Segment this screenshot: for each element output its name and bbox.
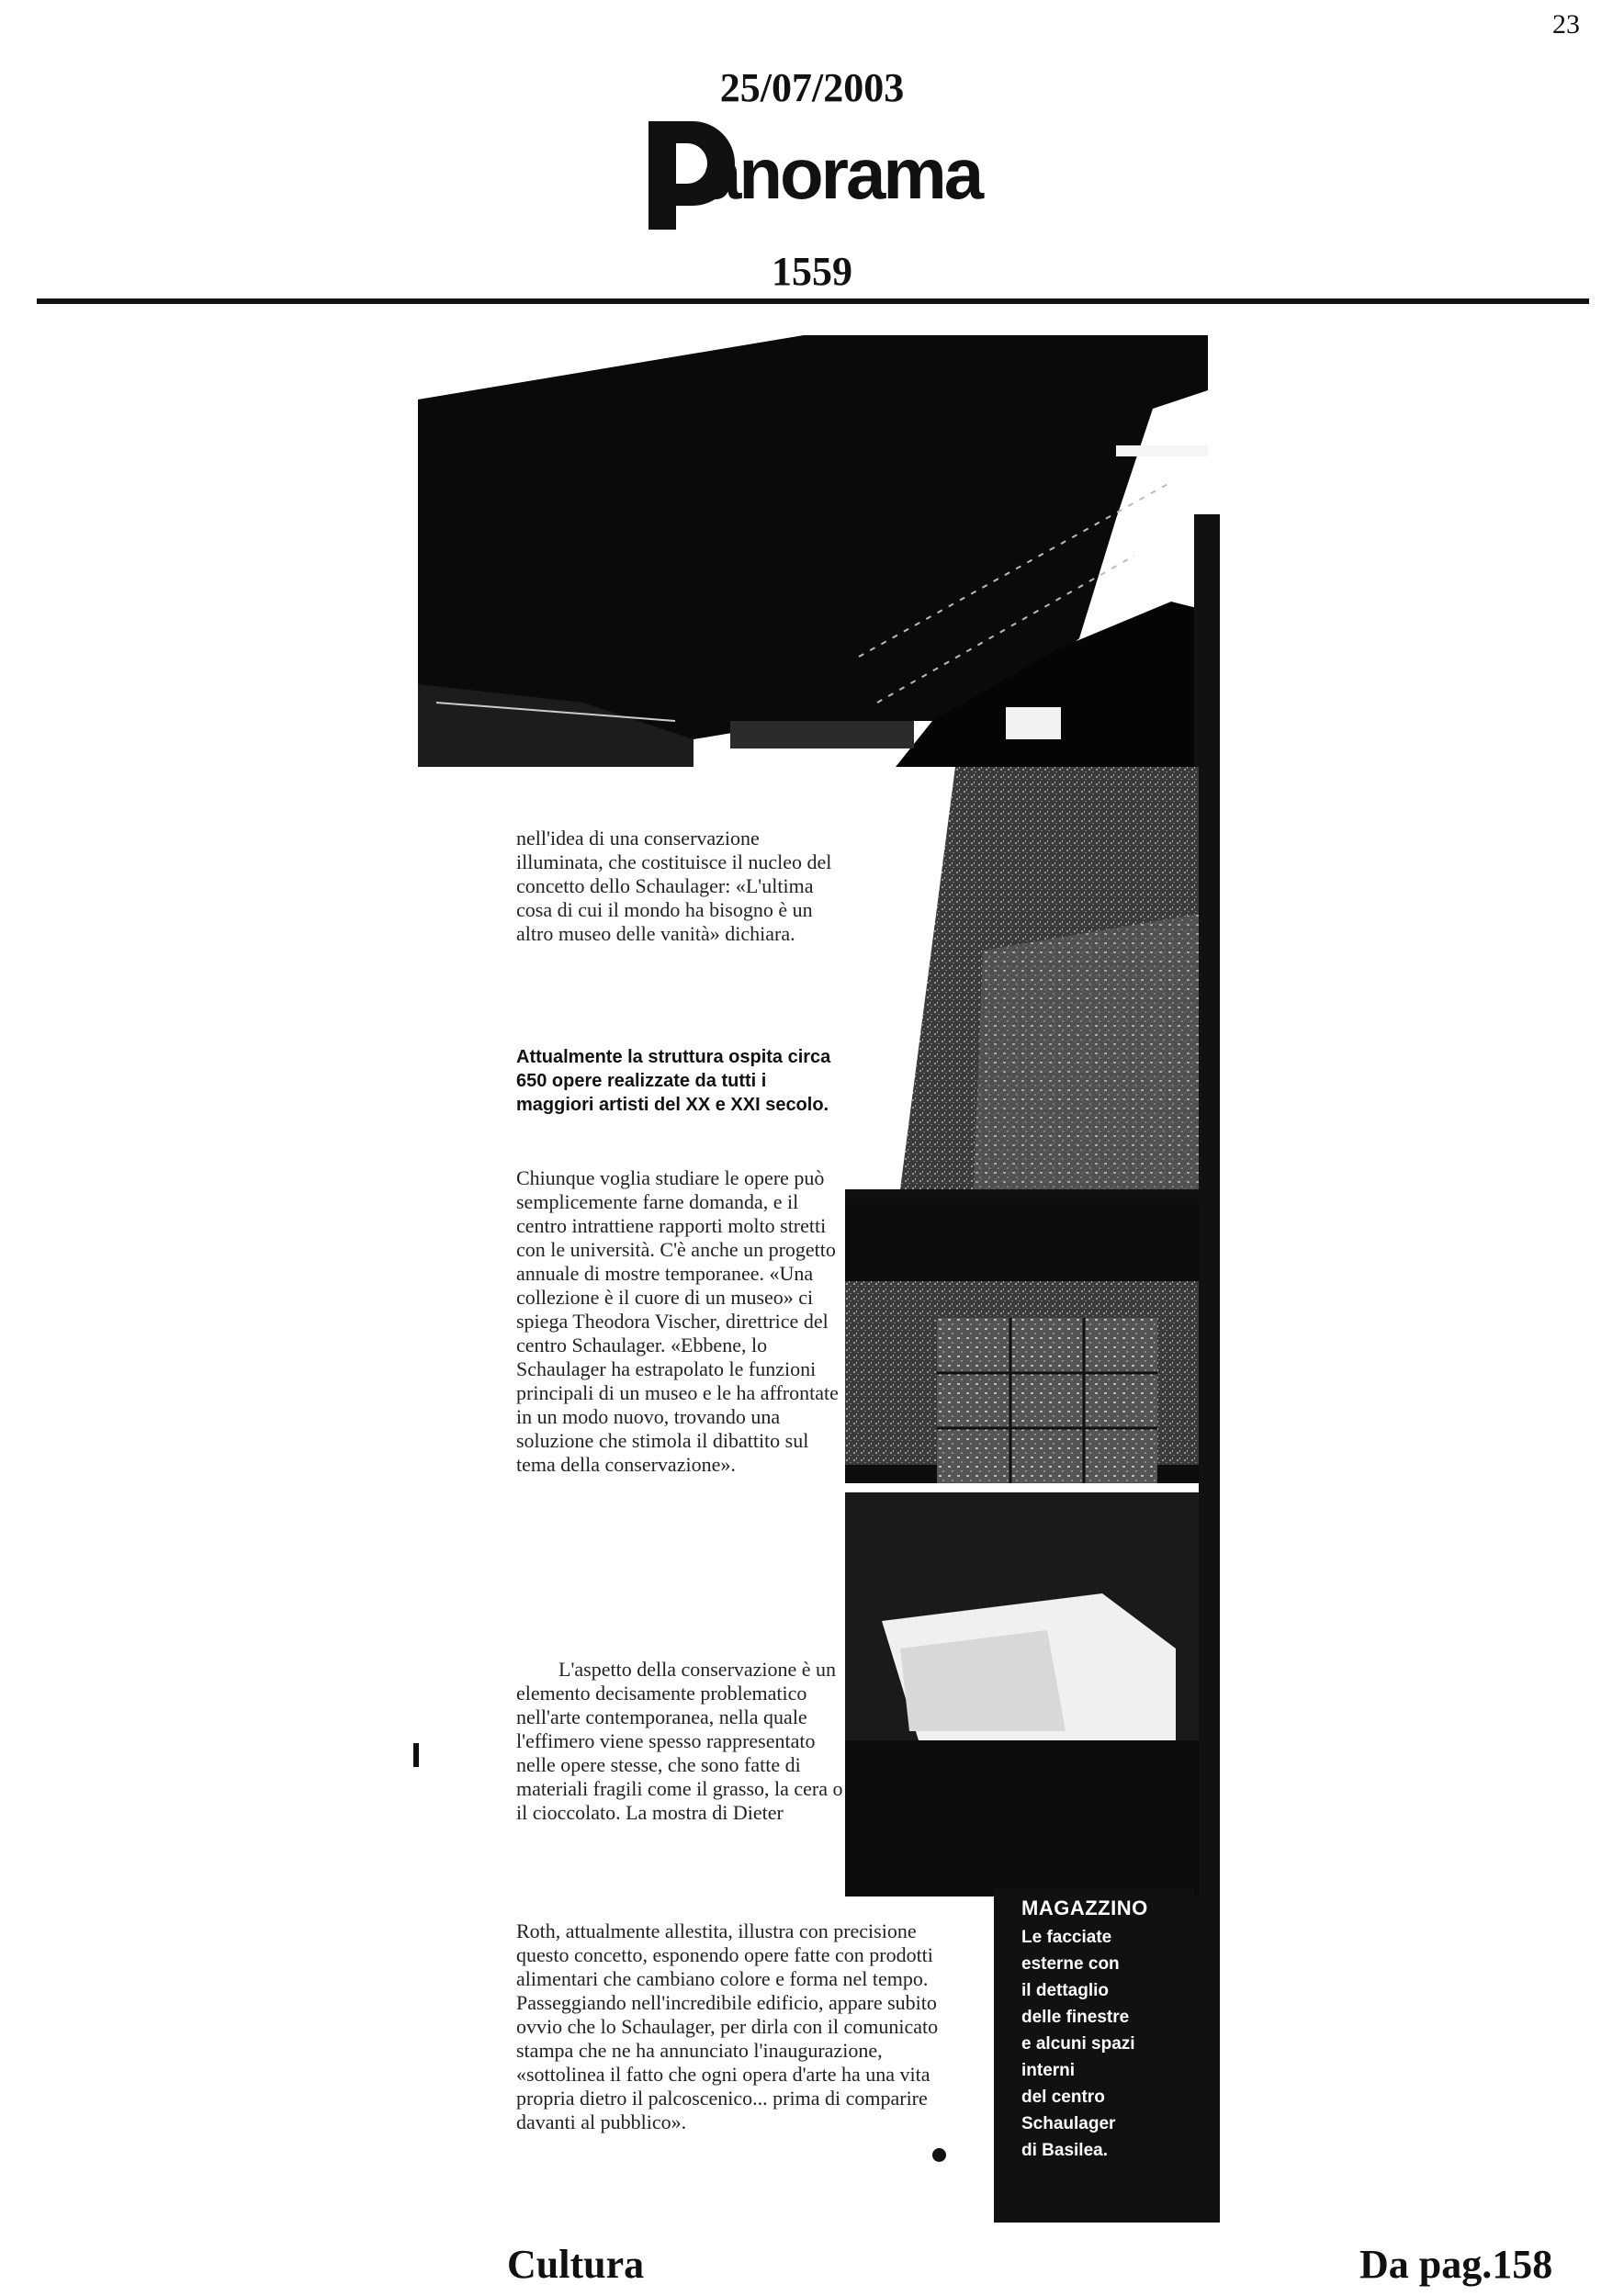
publication-date: 25/07/2003 [719, 65, 905, 110]
page-number: 23 [1552, 9, 1580, 39]
article-paragraph: Chiunque voglia studiare le opere può semplicemente farne domanda, e il centro intrattiene rapporti molto stretti con le università. C'è anche un progetto annuale di mostre temporanee. «Una collezione è il cuore di un museo» ci spiega Theodora Vischer, direttrice del centro Schaulager. «Ebbene, lo Schaulager ha estrapolato le funzioni principali di un museo e le ha affrontate in un modo nuovo, trovando una soluzione che stimola il dibattito sul tema della conservazione». [516, 1166, 839, 1476]
article-paragraph: nell'idea di una conservazione illuminata, che costituisce il nucleo del concetto dello Schaulager: «L'ultima cosa di cui il mondo ha bisogno è un altro museo delle vanità» dichiara. [516, 827, 832, 945]
photo-caption [994, 1887, 1194, 2223]
caption-line: di Basilea. [1021, 2141, 1108, 2160]
caption-title: MAGAZZINO [1021, 1896, 1148, 1919]
caption-line: interni [1021, 2061, 1076, 2080]
caption-line: e alcuni spazi [1021, 2034, 1135, 2054]
header-rule [37, 298, 1589, 304]
end-of-article-bullet [932, 2148, 946, 2162]
margin-mark [413, 1743, 419, 1767]
issue-number: 1559 [772, 249, 852, 294]
caption-line: Schaulager [1021, 2114, 1116, 2133]
source-page: Da pag.158 [1359, 2242, 1553, 2287]
article-lead-paragraph: Attualmente la struttura ospita circa 650 opere realizzate da tutti i maggiori artisti del XX e XXI secolo. [516, 1047, 831, 1115]
article-paragraph-final: Roth, attualmente allestita, illustra con precisione questo concetto, esponendo opere fatte con prodotti alimentari che cambiano colore e forma nel tempo. Passeggiando nell'incredibile edificio, appare subito ovvio che lo Schaulager, per dirla con il comunicato stampa che ne ha annunciato l'inaugurazione, «sottolinea il fatto che ogni opera d'arte ha una vita propria dietro il palcoscenico... prima di comparire davanti al pubblico». [516, 1919, 939, 2133]
caption-line: il dettaglio [1021, 1981, 1109, 2000]
section-name: Cultura [507, 2242, 645, 2287]
caption-line: esterne con [1021, 1954, 1120, 1974]
logo-wordmark: anorama [702, 133, 982, 214]
caption-line: Le facciate [1021, 1928, 1112, 1947]
facade-photo-column [845, 767, 1199, 1896]
building-photo-top [418, 335, 1208, 767]
magazine-logo [648, 121, 1025, 241]
article-paragraph: L'aspetto della conservazione è un elemento decisamente problematico nell'arte contemporanea, nella quale l'effimero viene spesso rappresentato nelle opere stesse, che sono fatte di materiali fragili come il grasso, la cera o il cioccolato. La mostra di Dieter [516, 1658, 843, 1824]
caption-line: delle finestre [1021, 2008, 1130, 2027]
caption-line: del centro [1021, 2088, 1105, 2107]
